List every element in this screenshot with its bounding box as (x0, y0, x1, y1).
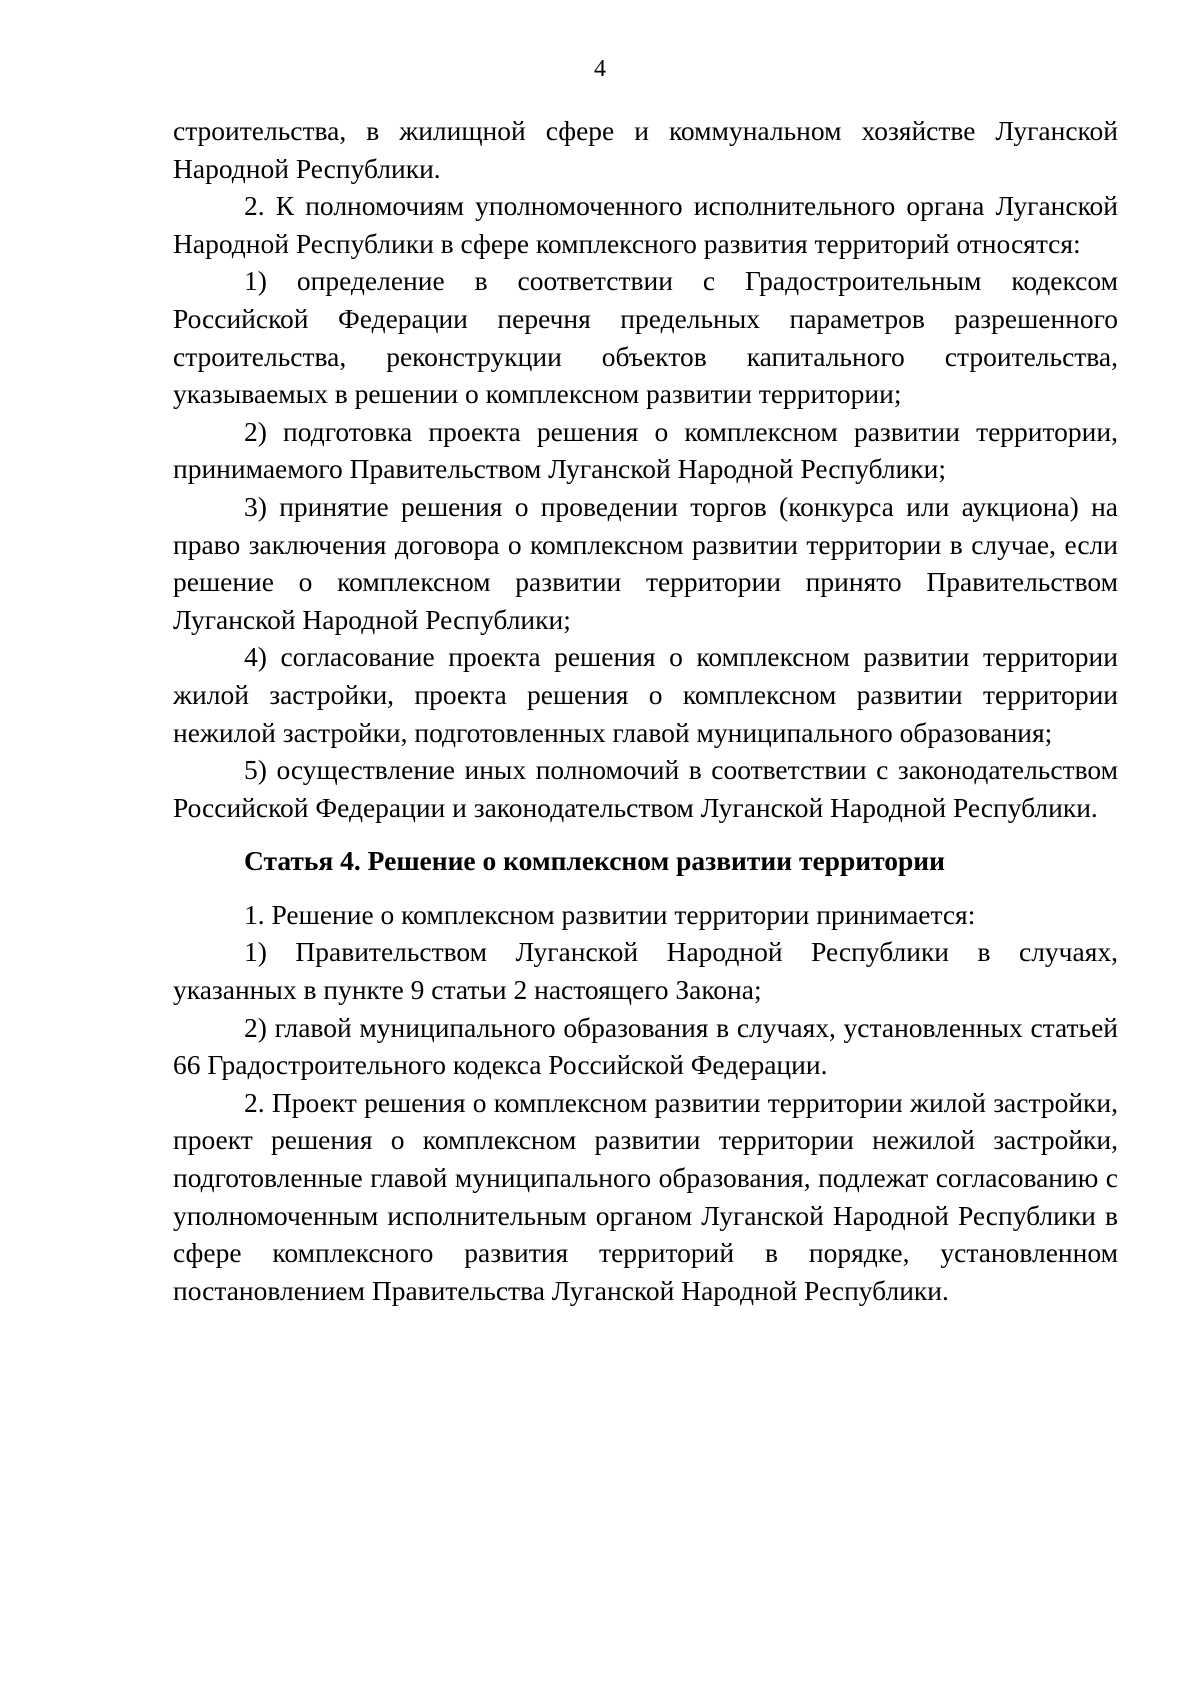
list-item-government: 1) Правительством Луганской Народной Республики в случаях, указанных в пункте 9 статьи 2 настоящего Закона; (173, 936, 1118, 1006)
paragraph-continuation: строительства, в жилищной сфере и коммунальном хозяйстве Луганской Народной Республики. (173, 115, 1118, 184)
paragraph-decision-intro: 1. Решение о комплексном развитии территории принимается: (244, 898, 976, 930)
document-body (173, 112, 1118, 1309)
article-heading: Статья 4. Решение о комплексном развитии территории (244, 845, 945, 877)
list-item-3: 3) принятие решения о проведении торгов (конкурса или аукциона) на право заключения договора о комплексном развитии территории в случае, если решение о комплексном развитии территории принято Правительством Луганской Народной Республики; (173, 490, 1118, 635)
list-item-4: 4) согласование проекта решения о комплексном развитии территории жилой застройки, проекта решения о комплексном развитии территории нежилой застройки, подготовленных главой муниципального образования; (173, 641, 1118, 748)
list-item-5: 5) осуществление иных полномочий в соответствии с законодательством Российской Федерации и законодательством Луганской Народной Республики. (173, 754, 1118, 823)
paragraph-draft-approval: 2. Проект решения о комплексном развитии территории жилой застройки, проект решения о комплексном развитии территории нежилой застройки, подготовленные главой муниципального образования, подлежат согласованию с уполномоченным исполнительным органом Луганской Народной Республики в сфере комплексного развития территорий в порядке, установленном постановлением Правительства Луганской Народной Республики. (173, 1086, 1118, 1306)
paragraph-powers-intro: 2. К полномочиям уполномоченного исполнительного органа Луганской Народной Республики в сфере комплексного развития территорий относятся: (173, 190, 1118, 259)
page-number: 4 (594, 56, 606, 82)
list-item-1: 1) определение в соответствии с Градостроительным кодексом Российской Федерации перечня предельных параметров разрешенного строительства, реконструкции объектов капитального строительства, указываемых в решении о комплексном развитии территории; (173, 265, 1118, 410)
list-item-municipal-head: 2) главой муниципального образования в случаях, установленных статьей 66 Градостроительного кодекса Российской Федерации. (173, 1011, 1118, 1081)
list-item-2: 2) подготовка проекта решения о комплексном развитии территории, принимаемого Правительством Луганской Народной Республики; (173, 415, 1118, 485)
